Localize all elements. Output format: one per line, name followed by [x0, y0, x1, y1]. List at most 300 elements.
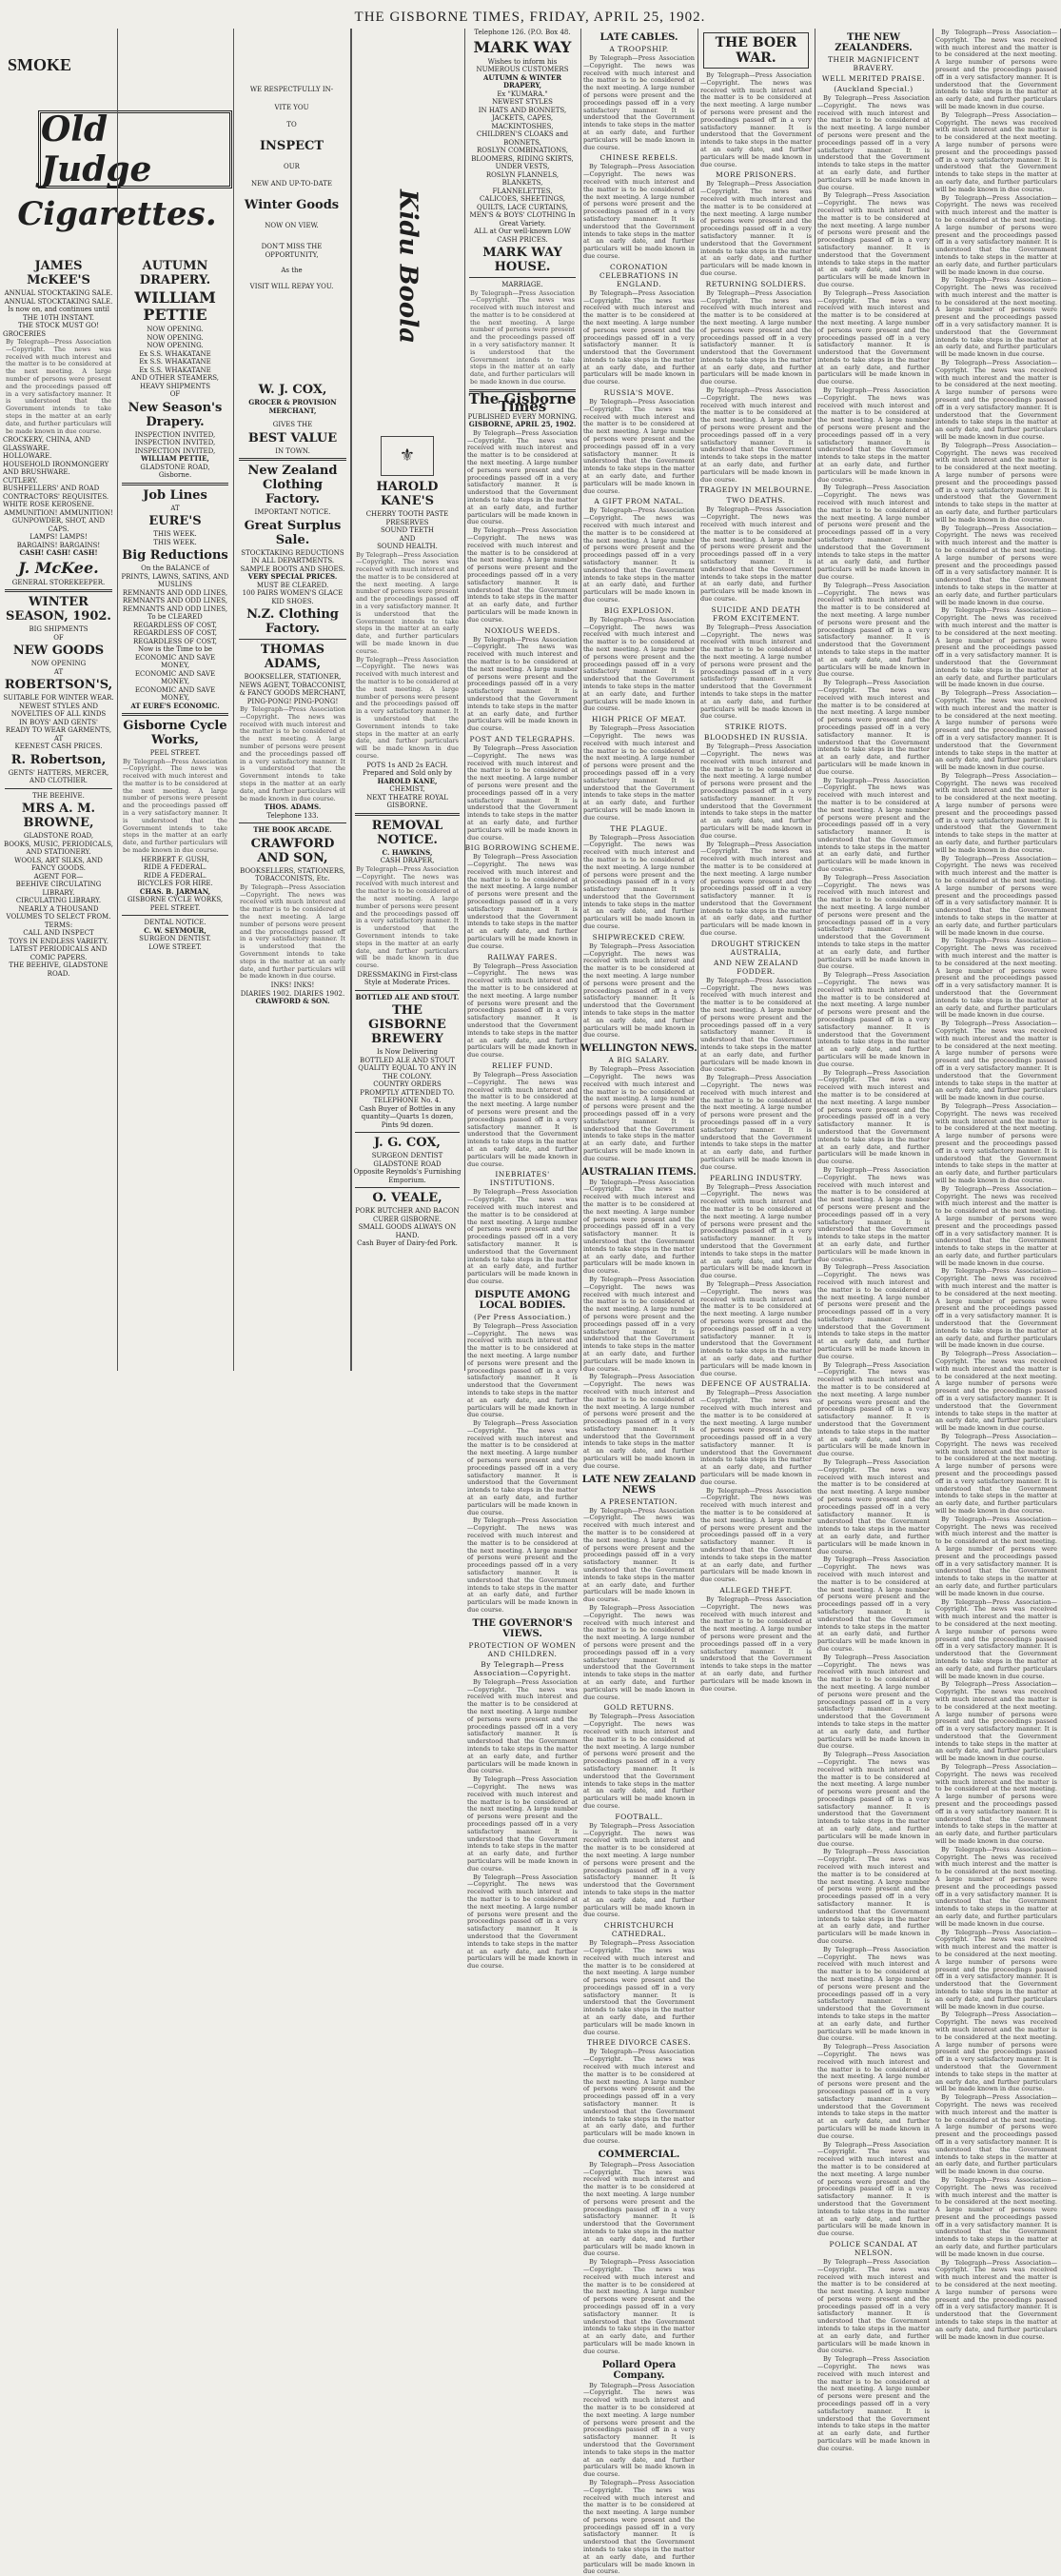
cox-intro: OUR	[284, 162, 300, 170]
cox-intro: NEW AND UP-TO-DATE	[250, 180, 333, 188]
filler-text: By Telegraph—Press Association—Copyright. The news was received with much interest and the matter is to be considered at the next meeting. A large number of persons were present and the proceedings passed off in a very satisfactory manner. It is understood that the Government intends to take steps in the matter at an early date, and further particulars will be made known in due course.	[583, 506, 695, 604]
filler-text: By Telegraph—Press Association—Copyright. The news was received with much interest and the matter is to be considered at the next meeting. A large number of persons were present and the proceedings passed off in a very satisfactory manner. It is understood that the Government intends to take steps in the matter at an early date, and further particulars will be made known in due course.	[700, 840, 812, 938]
filler-text: By Telegraph—Press Association—Copyright. The news was received with much interest and the matter is to be considered at the next meeting. A large number of persons were present and the proceedings passed off in a very satisfactory manner. It is understood that the Government intends to take steps in the matter at an early date, and further particulars will be made known in due course.	[700, 1486, 812, 1584]
article-head: A GIFT FROM NATAL.	[594, 497, 684, 506]
beehive-title: THE BEEHIVE.	[32, 791, 85, 800]
sample-boots: SAMPLE BOOTS AND SHOES.	[240, 565, 345, 573]
mckee-line: THE 10TH INSTANT.	[22, 313, 95, 322]
filler-text: By Telegraph—Press Association—Copyright. The news was received with much interest and the matter is to be considered at the next meeting. A large number of persons were present and the proceedings passed off in a very satisfactory manner. It is understood that the Government intends to take steps in the matter at an early date, and further particulars will be made known in due course.	[467, 1873, 578, 1971]
cleared-label: To be CLEARED	[147, 613, 203, 621]
article-head: DROUGHT STRICKEN AUSTRALIA,	[711, 939, 801, 957]
filler-text: By Telegraph—Press Association—Copyright. The news was received with much interest and the matter is to be considered at the next meeting. A large number of persons were present and the proceedings passed off in a very satisfactory manner. It is understood that the Government intends to take steps in the matter at an early date, and further particulars will be made known in due course.	[583, 833, 695, 931]
pettie-line: NOW OPENING.	[147, 326, 204, 333]
remnants-line: REMNANTS AND ODD LINES,	[122, 597, 228, 604]
balance-label: On the BALANCE of	[141, 565, 209, 572]
ride-federal: RIDE A FEDERAL.	[143, 871, 207, 880]
column-8	[815, 29, 933, 2452]
filler-text: By Telegraph—Press Association—Copyright. The news was received with much interest and the matter is to be considered at the next meeting. A large number of persons were present and the proceedings passed off in a very satisfactory manner. It is understood that the Government intends to take steps in the matter at an early date, and further particulars will be made known in due course.	[817, 873, 930, 971]
filler-text: By Telegraph—Press Association—Copyright. The news was received with much interest and the matter is to be considered at the next meeting. A large number of persons were present and the proceedings passed off in a very satisfactory manner. It is understood that the Government intends to take steps in the matter at an early date, and further particulars will be made known in due course.	[467, 1188, 578, 1285]
pettie-line: OF	[169, 390, 181, 398]
preserves: SOUND TEETH	[380, 526, 435, 534]
article-head: POST AND TELEGRAPHS.	[469, 734, 576, 743]
economic-line: ECONOMIC AND SAVE MONEY,	[134, 653, 216, 669]
filler-text: By Telegraph—Press Association—Copyright. The news was received with much interest and the matter is to be considered at the next meeting. A large number of persons were present and the proceedings passed off in a very satisfactory manner. It is understood that the Government intends to take steps in the matter at an early date, and further particulars will be made known in due course.	[935, 2175, 1057, 2258]
new-season-drapery: New Season's Drapery.	[128, 400, 223, 429]
column-3-lower	[233, 29, 352, 1371]
filler-text: By Telegraph—Press Association—Copyright. The news was received with much interest and the matter is to be considered at the next meeting. A large number of persons were present and the proceedings passed off in a very satisfactory manner. It is understood that the Government intends to take steps in the matter at an early date, and further particulars will be made known in due course.	[467, 526, 578, 624]
article-head: PEARLING INDUSTRY.	[709, 1173, 803, 1182]
cigarettes-text: Cigarettes.	[17, 195, 217, 233]
filler-text: By Telegraph—Press Association—Copyright. The news was received with much interest and the matter is to be considered at the next meeting. A large number of persons were present and the proceedings passed off in a very satisfactory manner. It is understood that the Government intends to take steps in the matter at an early date, and further particulars will be made known in due course.	[583, 1275, 695, 1373]
article-head: A BIG SALARY.	[608, 1056, 670, 1065]
bicycles-hire: BICYCLES FOR HIRE.	[137, 880, 213, 888]
gives-the: GIVES THE	[272, 421, 313, 428]
article-head: STRIKE RIOTS.	[724, 723, 788, 732]
filler-text: By Telegraph—Press Association—Copyright. The news was received with much interest and the matter is to be considered at the next meeting. A large number of persons were present and the proceedings passed off in a very satisfactory manner. It is understood that the Government intends to take steps in the matter at an early date, and further particulars will be made known in due course.	[935, 1680, 1057, 1763]
article-head: CORONATION CELEBRATIONS IN ENGLAND.	[599, 262, 679, 288]
adams-telephone: Telephone 133.	[266, 811, 319, 820]
beehive-line: WOOLS, ART SILKS, AND FANCY GOODS.	[14, 856, 103, 873]
mckee-line: AMMUNITION! AMMUNITION!	[4, 508, 113, 517]
filler-text: By Telegraph—Press Association—Copyright. The news was received with much interest and the matter is to be considered at the next meeting. A large number of persons were present and the proceedings passed off in a very satisfactory manner. It is understood that the Government intends to take steps in the matter at an early date, and further particulars will be made known in due course.	[935, 1350, 1057, 1433]
column-8-articles	[815, 32, 933, 2453]
lowe-street: LOWE STREET.	[148, 942, 202, 951]
mw-item: CALICOES, SHEETINGS, QUILTS, LACE CURTAINS,	[477, 195, 568, 211]
filler-text: By Telegraph—Press Association—Copyright. The news was received with much interest and the matter is to be considered at the next meeting. A large number of persons were present and the proceedings passed off in a very satisfactory manner. It is understood that the Government intends to take steps in the matter at an early date, and further particulars will be made known in due course.	[356, 864, 459, 970]
beehive-name: MRS A. M. BROWNE,	[21, 802, 96, 831]
filler-text: By Telegraph—Press Association—Copyright. The news was received with much interest and the matter is to be considered at the next meeting. A large number of persons were present and the proceedings passed off in a very satisfactory manner. It is understood that the Government intends to take steps in the matter at an early date, and further particulars will be made known in due course.	[467, 961, 578, 1060]
mckee-ad	[0, 257, 117, 978]
crest-icon: ⚜	[381, 436, 434, 476]
article-title: LATE CABLES.	[599, 32, 678, 43]
article-head: TRAGEDY IN MELBOURNE.	[698, 485, 814, 495]
mckee-line: CUTLERY.	[3, 476, 38, 485]
mckee-line: ANNUAL STOCKTAKING SALE.	[4, 289, 113, 297]
filler-text: By Telegraph—Press Association—Copyright. The news was received with much interest and the matter is to be considered at the next meeting. A large number of persons were present and the proceedings passed off in a very satisfactory manner. It is understood that the Government intends to take steps in the matter at an early date, and further particulars will be made known in due course.	[935, 937, 1057, 1020]
article-head: NOXIOUS WEEDS.	[484, 625, 560, 635]
mckee-line: CROCKERY, CHINA, AND GLASSWARE.	[3, 436, 90, 452]
crawford-sub: BOOKSELLERS, STATIONERS, TOBACCONISTS, Etc.	[240, 866, 345, 883]
beehive-line: BOOKS, MUSIC, PERIODICALS, AND STATIONERY.	[4, 840, 113, 857]
article-head: A PRESENTATION.	[600, 1496, 678, 1506]
nz-clothing-factory-2: N.Z. Clothing Factory.	[246, 607, 339, 636]
wishes: Wishes to inform his NUMEROUS CUSTOMERS	[476, 57, 569, 73]
filler-text: By Telegraph—Press Association—Copyright. The news was received with much interest and the matter is to be considered at the next meeting. A large number of persons were present and the proceedings passed off in a very satisfactory manner. It is understood that the Government intends to take steps in the matter at an early date, and further particulars will be made known in due course.	[700, 1279, 812, 1377]
filler-text: By Telegraph—Press Association—Copyright. The news was received with much interest and the matter is to be considered at the next meeting. A large number of persons were present and the proceedings passed off in a very satisfactory manner. It is understood that the Government intends to take steps in the matter at an early date, and further particulars will be made known in due course.	[700, 623, 812, 721]
column-5-articles	[464, 430, 580, 1971]
mckee-line: LAMPS! LAMPS!	[29, 533, 88, 542]
masthead	[0, 0, 1060, 29]
removal-notice: REMOVAL NOTICE.	[371, 818, 443, 847]
markway-house: MARK WAY HOUSE.	[482, 246, 562, 274]
dressmaking: DRESSMAKING in First-class Style at Moderate Prices.	[357, 970, 458, 987]
robertson-name: ROBERTSON'S,	[4, 678, 113, 693]
article-head: CHRISTCHURCH CATHEDRAL.	[603, 1921, 675, 1939]
mckee-line: ANNUAL STOCKTAKING SALE.	[4, 297, 113, 306]
pettie-line: Ex S.S. WHAKATANE	[139, 349, 211, 358]
filler-text: By Telegraph—Press Association—Copyright. The news was received with much interest and the matter is to be considered at the next meeting. A large number of persons were present and the proceedings passed off in a very satisfactory manner. It is understood that the Government intends to take steps in the matter at an early date, and further particulars will be made known in due course.	[583, 1065, 695, 1162]
veale-cash: Cash Buyer of Dairy-fed Pork.	[357, 1239, 458, 1248]
filler-text: By Telegraph—Press Association—Copyright. The news was received with much interest and the matter is to be considered at the next meeting. A large number of persons were present and the proceedings passed off in a very satisfactory manner. It is understood that the Government intends to take steps in the matter at an early date, and further particulars will be made known in due course.	[935, 524, 1057, 606]
filler-text: By Telegraph—Press Association—Copyright. The news was received with much interest and the matter is to be considered at the next meeting. A large number of persons were present and the proceedings passed off in a very satisfactory manner. It is understood that the Government intends to take steps in the matter at an early date, and further particulars will be made known in due course.	[356, 655, 459, 761]
filler-text: By Telegraph—Press Association—Copyright. The news was received with much interest and the matter is to be considered at the next meeting. A large number of persons were present and the proceedings passed off in a very satisfactory manner. It is understood that the Government intends to take steps in the matter at an early date, and further particulars will be made known in due course.	[935, 1433, 1057, 1515]
column-6-articles	[580, 32, 698, 2576]
remnants-line: REMNANTS AND ODD LINES,	[122, 604, 228, 613]
markway-title: MARK WAY	[473, 37, 572, 56]
cox-name: W. J. COX,	[258, 383, 327, 397]
filler-text: By Telegraph—Press Association—Copyright. The news was received with much interest and the matter is to be considered at the next meeting. A large number of persons were present and the proceedings passed off in a very satisfactory manner. It is understood that the Government intends to take steps in the matter at an early date, and further particulars will be made known in due course.	[817, 1556, 930, 1653]
robertson-line: NOW OPENING	[30, 660, 87, 668]
filler-text: By Telegraph—Press Association—Copyright. The news was received with much interest and the matter is to be considered at the next meeting. A large number of persons were present and the proceedings passed off in a very satisfactory manner. It is understood that the Government intends to take steps in the matter at an early date, and further particulars will be made known in due course.	[935, 29, 1057, 110]
filler-text: By Telegraph—Press Association—Copyright. The news was received with much interest and the matter is to be considered at the next meeting. A large number of persons were present and the proceedings passed off in a very satisfactory manner. It is understood that the Government intends to take steps in the matter at an early date, and further particulars will be made known in due course.	[700, 1074, 812, 1171]
pettie-line: NOW OPENING.	[147, 342, 204, 349]
pettie-line: AND OTHER STEAMERS,	[130, 374, 220, 382]
inspection-line: INSPECTION INVITED,	[134, 446, 216, 455]
filler-text: By Telegraph—Press Association—Copyright. The news was received with much interest and the matter is to be considered at the next meeting. A large number of persons were present and the proceedings passed off in a very satisfactory manner. It is understood that the Government intends to take steps in the matter at an early date, and further particulars will be made known in due course.	[470, 288, 575, 386]
beehive-line: THE BEEHIVE, GLADSTONE ROAD.	[9, 961, 108, 978]
peel-street: PEEL STREET.	[149, 749, 201, 757]
article-head: (Auckland Special.)	[834, 85, 914, 93]
filler-text: By Telegraph—Press Association—Copyright. The news was received with much interest and the matter is to be considered at the next meeting. A large number of persons were present and the proceedings passed off in a very satisfactory manner. It is understood that the Government intends to take steps in the matter at an early date, and further particulars will be made known in due course.	[583, 1939, 695, 2036]
seymour-sub: SURGEON DENTIST.	[139, 935, 211, 943]
mckee-line: Is now on, and continues until	[7, 306, 110, 313]
jcox-name: J. G. COX,	[374, 1136, 441, 1151]
robertson-signature: R. Robertson,	[10, 752, 107, 767]
beehive-line: NEARLY A THOUSAND VOLUMES TO SELECT FROM.	[6, 904, 111, 921]
filler-text: By Telegraph—Press Association—Copyright. The news was received with much interest and the matter is to be considered at the next meeting. A large number of persons were present and the proceedings passed off in a very satisfactory manner. It is understood that the Government intends to take steps in the matter at an early date, and further particulars will be made known in due course.	[817, 1068, 930, 1166]
filler-text: By Telegraph—Press Association—Copyright. The news was received with much interest and the matter is to be considered at the next meeting. A large number of persons were present and the proceedings passed off in a very satisfactory manner. It is understood that the Government intends to take steps in the matter at an early date, and further particulars will be made known in due course.	[467, 1516, 578, 1615]
chemist: CHEMIST,	[389, 785, 425, 794]
as-the: As the	[281, 267, 303, 274]
pettie-line: Ex S.S. WHAKATANE	[139, 358, 211, 366]
filler-text: By Telegraph—Press Association—Copyright. The news was received with much interest and the matter is to be considered at the next meeting. A large number of persons were present and the proceedings passed off in a very satisfactory manner. It is understood that the Government intends to take steps in the matter at an early date, and further particulars will be made known in due course.	[935, 2011, 1057, 2093]
jarman-address: GISBORNE CYCLE WORKS, PEEL STREET.	[127, 896, 224, 912]
old-judge-text: Old Judge	[41, 109, 152, 189]
article-head: DEFENCE OF AUSTRALIA.	[700, 1379, 812, 1389]
article-head: ALLEGED THEFT.	[719, 1586, 793, 1595]
date-line: GISBORNE, APRIL 25, 1902.	[468, 420, 577, 429]
filler-text: By Telegraph—Press Association—Copyright. The news was received with much interest and the matter is to be considered at the next meeting. A large number of persons were present and the proceedings passed off in a very satisfactory manner. It is understood that the Government intends to take steps in the matter at an early date, and further particulars will be made known in due course.	[700, 386, 812, 484]
pettie-line: HEAVY SHIPMENTS	[139, 382, 211, 390]
beehive-line: LATEST PERIODICALS AND COMIC PAPERS.	[10, 945, 108, 961]
article-head: RELIEF FUND.	[491, 1061, 554, 1071]
mw-item: ROSLYN FLANNELS, BLANKETS,	[485, 170, 560, 187]
country-orders: COUNTRY ORDERS PROMPTLY ATTENDED TO.	[360, 1080, 455, 1097]
book-arcade: THE BOOK ARCADE.	[253, 825, 332, 835]
article-head: BLOODSHED IN RUSSIA.	[703, 733, 809, 743]
veale-more: SMALL GOODS ALWAYS ON HAND.	[358, 1223, 457, 1239]
cycle-name: HERBERT F. GUSH,	[141, 855, 209, 863]
filler-text: By Telegraph—Press Association—Copyright. The news was received with much interest and the matter is to be considered at the next meeting. A large number of persons were present and the proceedings passed off in a very satisfactory manner. It is understood that the Government intends to take steps in the matter at an early date, and further particulars will be made known in due course.	[817, 2355, 930, 2452]
filler-text: By Telegraph—Press Association—Copyright. The news was received with much interest and the matter is to be considered at the next meeting. A large number of persons were present and the proceedings passed off in a very satisfactory manner. It is understood that the Government intends to take steps in the matter at an early date, and further particulars will be made known in due course.	[583, 615, 695, 713]
best-value: BEST VALUE	[247, 430, 338, 446]
quality: QUALITY EQUAL TO ANY IN THE COLONY.	[358, 1064, 457, 1080]
veale-name: O. VEALE,	[372, 1191, 442, 1206]
filler-text: By Telegraph—Press Association—Copyright. The news was received with much interest and the matter is to be considered at the next meeting. A large number of persons were present and the proceedings passed off in a very satisfactory manner. It is understood that the Government intends to take steps in the matter at an early date, and further particulars will be made known in due course.	[935, 1515, 1057, 1597]
filler-text: By Telegraph—Press Association—Copyright. The news was received with much interest and the matter is to be considered at the next meeting. A large number of persons were present and the proceedings passed off in a very satisfactory manner. It is understood that the Government intends to take steps in the matter at an early date, and further particulars will be made known in due course.	[817, 679, 930, 776]
gladstone-road: GLADSTONE ROAD	[373, 1159, 442, 1168]
autumn-winter: AUTUMN & WINTER DRAPERY,	[482, 72, 562, 89]
vertical-brand: Kidu Boola	[393, 189, 422, 344]
beehive-addr: GLADSTONE ROAD,	[23, 832, 94, 841]
eures-name: EURE'S	[148, 514, 202, 528]
seymour-name: C. W. SEYMOUR,	[144, 925, 206, 935]
robertson-sub: GENTS' HATTERS, MERCER, AND CLOTHIER.	[8, 768, 109, 785]
inspection-line: INSPECTION INVITED,	[134, 439, 216, 446]
article-head: WELL MERITED PRAISE.	[821, 74, 926, 83]
pettie-line: Ex S.S. WHAKATANE	[139, 366, 211, 374]
filler-text: By Telegraph—Press Association—Copyright. The news was received with much interest and the matter is to be considered at the next meeting. A large number of persons were present and the proceedings passed off in a very satisfactory manner. It is understood that the Government intends to take steps in the matter at an early date, and further particulars will be made known in due course.	[817, 288, 930, 386]
article-title: WELLINGTON NEWS.	[580, 1043, 698, 1055]
prepared: Prepared and Sold only by	[363, 769, 452, 778]
dont-miss: DON'T MISS THE OPPORTUNITY,	[261, 243, 323, 259]
column-7	[698, 29, 815, 1693]
filler-text: By Telegraph—Press Association—Copyright. The news was received with much interest and the matter is to be considered at the next meeting. A large number of persons were present and the proceedings passed off in a very satisfactory manner. It is understood that the Government intends to take steps in the matter at an early date, and further particulars will be made known in due course.	[583, 2258, 695, 2355]
article-head: THEIR MAGNIFICENT BRAVERY.	[827, 55, 920, 72]
robertson-line: AT	[53, 667, 64, 676]
filler-text: By Telegraph—Press Association—Copyright. The news was received with much interest and the matter is to be considered at the next meeting. A large number of persons were present and the proceedings passed off in a very satisfactory manner. It is understood that the Government intends to take steps in the matter at an early date, and further particulars will be made known in due course.	[817, 2257, 930, 2355]
filler-text: By Telegraph—Press Association—Copyright. The news was received with much interest and the matter is to be considered at the next meeting. A large number of persons were present and the proceedings passed off in a very satisfactory manner. It is understood that the Government intends to take steps in the matter at an early date, and further particulars will be made known in due course.	[817, 386, 930, 484]
filler-text: By Telegraph—Press Association—Copyright. The news was received with much interest and the matter is to be considered at the next meeting. A large number of persons were present and the proceedings passed off in a very satisfactory manner. It is understood that the Government intends to take steps in the matter at an early date, and further particulars will be made known in due course.	[817, 1653, 930, 1751]
inspection-line: INSPECTION INVITED,	[134, 430, 216, 439]
article-head: THREE DIVORCE CASES.	[586, 2038, 692, 2048]
article-head: SUICIDE AND DEATH FROM EXCITEMENT.	[711, 604, 801, 623]
crawford-signature: CRAWFORD & SON.	[255, 997, 330, 1006]
cox-intro: INSPECT	[259, 138, 324, 153]
beehive-line: CIRCULATING LIBRARY.	[15, 897, 102, 905]
preserves: SOUND HEALTH.	[377, 543, 438, 550]
in-town: IN TOWN.	[275, 446, 310, 455]
bottled-ale-2: BOTTLED ALE AND STOUT	[360, 1056, 455, 1064]
article-head: RUSSIA'S MOVE.	[603, 388, 675, 398]
column-9-articles	[933, 30, 1060, 2341]
mckee-line: HOUSEHOLD IRONMONGERY AND BRUSHWARE.	[3, 460, 109, 477]
byline: By Telegraph—Press Association—Copyright.	[473, 1659, 572, 1677]
article-head: BIG EXPLOSION.	[603, 605, 675, 615]
great-surplus-sale: Great Surplus Sale.	[244, 518, 342, 547]
surgeon-dentist: SURGEON DENTIST	[371, 1152, 443, 1160]
article-title: THE BOER WAR.	[703, 32, 809, 69]
markway-ad	[464, 29, 580, 429]
mw-item: IN HATS AND BONNETS,	[478, 106, 567, 114]
beehive-line: CALL AND INSPECT	[23, 929, 94, 938]
filler-text: By Telegraph—Press Association—Copyright. The news was received with much interest and the matter is to be considered at the next meeting. A large number of persons were present and the proceedings passed off in a very satisfactory manner. It is understood that the Government intends to take steps in the matter at an early date, and further particulars will be made known in due course.	[356, 550, 459, 655]
beehive-line: AGENT FOR—	[33, 872, 84, 881]
filler-text: By Telegraph—Press Association—Copyright. The news was received with much interest and the matter is to be considered at the next meeting. A large number of persons were present and the proceedings passed off in a very satisfactory manner. It is understood that the Government intends to take steps in the matter at an early date, and further particulars will be made known in due course.	[123, 757, 227, 855]
column-2	[117, 29, 234, 1371]
diaries: DIARIES 1902. DIARIES 1902.	[240, 989, 345, 998]
filler-text: By Telegraph—Press Association—Copyright. The news was received with much interest and the matter is to be considered at the next meeting. A large number of persons were present and the proceedings passed off in a very satisfactory manner. It is understood that the Government intends to take steps in the matter at an early date, and further particulars will be made known in due course.	[583, 941, 695, 1040]
cox-sub: GROCER & PROVISION MERCHANT,	[248, 398, 337, 415]
filler-text: By Telegraph—Press Association—Copyright. The news was received with much interest and the matter is to be considered at the next meeting. A large number of persons were present and the proceedings passed off in a very satisfactory manner. It is understood that the Government intends to take steps in the matter at an early date, and further particulars will be made known in due course.	[700, 180, 812, 277]
filler-text: By Telegraph—Press Association—Copyright. The news was received with much interest and the matter is to be considered at the next meeting. A large number of persons were present and the proceedings passed off in a very satisfactory manner. It is understood that the Government intends to take steps in the matter at an early date, and further particulars will be made known in due course.	[935, 110, 1057, 193]
mckee-line: GUNPOWDER, SHOT, AND CAPS.	[11, 517, 106, 533]
telephone-4: TELEPHONE No. 4.	[373, 1097, 442, 1105]
article-title: Pollard Opera Company.	[601, 2359, 677, 2381]
article-head: RAILWAY FARES.	[487, 952, 558, 961]
filler-text: By Telegraph—Press Association—Copyright. The news was received with much interest and the matter is to be considered at the next meeting. A large number of persons were present and the proceedings passed off in a very satisfactory manner. It is understood that the Government intends to take steps in the matter at an early date, and further particulars will be made known in due course.	[700, 1182, 812, 1280]
filler-text: By Telegraph—Press Association—Copyright. The news was received with much interest and the matter is to be considered at the next meeting. A large number of persons were present and the proceedings passed off in a very satisfactory manner. It is understood that the Government intends to take steps in the matter at an early date, and further particulars will be made known in due course.	[817, 1458, 930, 1556]
beehive-line: TERMS:	[44, 921, 73, 929]
now-time: Now is the Time to be	[137, 645, 213, 653]
beehive-line: TOYS IN ENDLESS VARIETY.	[9, 937, 108, 945]
filler-text: By Telegraph—Press Association—Copyright. The news was received with much interest and the matter is to be considered at the next meeting. A large number of persons were present and the proceedings passed off in a very satisfactory manner. It is understood that the Government intends to take steps in the matter at an early date, and further particulars will be made known in due course.	[935, 1020, 1057, 1102]
filler-text: By Telegraph—Press Association—Copyright. The news was received with much interest and the matter is to be considered at the next meeting. A large number of persons were present and the proceedings passed off in a very satisfactory manner. It is understood that the Government intends to take steps in the matter at an early date, and further particulars will be made known in due course.	[583, 54, 695, 151]
pettie-signature: WILLIAM PETTIE,	[141, 454, 209, 463]
at-label: AT	[170, 504, 180, 512]
article-head: MORE PRISONERS.	[716, 170, 796, 180]
article-head: AND NEW ZEALAND FODDER.	[713, 958, 799, 976]
article-title: COMMERCIAL.	[598, 2149, 680, 2160]
cox-intro: WE RESPECTFULLY IN-	[249, 86, 334, 93]
filler-text: By Telegraph—Press Association—Copyright. The news was received with much interest and the matter is to be considered at the next meeting. A large number of persons were present and the proceedings passed off in a very satisfactory manner. It is understood that the Government intends to take steps in the matter at an early date, and further particulars will be made known in due course.	[817, 1751, 930, 1848]
inks: INKS! INKS!	[270, 981, 315, 990]
hawkins-sub: CASH DRAPER,	[380, 857, 435, 865]
veale-sub: PORK BUTCHER AND BACON CURER GISBORNE.	[355, 1207, 460, 1223]
robertson-more: READY TO WEAR GARMENTS, AT	[5, 726, 112, 743]
regardless-line: REGARDLESS OF COST,	[133, 637, 217, 645]
regardless-line: REGARDLESS OF COST,	[133, 629, 217, 637]
filler-text: By Telegraph—Press Association—Copyright. The news was received with much interest and the matter is to be considered at the next meeting. A large number of persons were present and the proceedings passed off in a very satisfactory manner. It is understood that the Government intends to take steps in the matter at an early date, and further particulars will be made known in due course.	[583, 2048, 695, 2146]
mw-item: MEN'S & BOYS' CLOTHING In Great Variety.	[469, 211, 576, 228]
this-week: THIS WEEK.	[153, 538, 197, 546]
filler-text: By Telegraph—Press Association—Copyright. The news was received with much interest and the matter is to be considered at the next meeting. A large number of persons were present and the proceedings passed off in a very satisfactory manner. It is understood that the Government intends to take steps in the matter at an early date, and further particulars will be made known in due course.	[935, 2258, 1057, 2341]
robertson-more: KEENEST CASH PRICES.	[14, 743, 103, 751]
filler-text: By Telegraph—Press Association—Copyright. The news was received with much interest and the matter is to be considered at the next meeting. A large number of persons were present and the proceedings passed off in a very satisfactory manner. It is understood that the Government intends to take steps in the matter at an early date, and further particulars will be made known in due course.	[817, 94, 930, 191]
robertson-line: BIG SHIPMENTS	[29, 625, 88, 634]
remnants-line: REMNANTS AND ODD LINES,	[122, 588, 228, 597]
mckee-line: THE STOCK MUST GO!	[17, 322, 100, 329]
next-theatre: NEXT THEATRE ROYAL GISBORNE.	[366, 793, 448, 810]
hawkins-name: C. HAWKINS,	[382, 847, 433, 857]
column-6	[580, 29, 698, 2576]
mckee-sub: GENERAL STOREKEEPER.	[11, 578, 106, 586]
filler-text: By Telegraph—Press Association—Copyright. The news was received with much interest and the matter is to be considered at the next meeting. A large number of persons were present and the proceedings passed off in a very satisfactory manner. It is understood that the Government intends to take steps in the matter at an early date, and further particulars will be made known in due course.	[583, 1373, 695, 1470]
kane-ad	[350, 105, 464, 1248]
column-9	[933, 29, 1061, 2341]
filler-text: By Telegraph—Press Association—Copyright. The news was received with much interest and the matter is to be considered at the next meeting. A large number of persons were present and the proceedings passed off in a very satisfactory manner. It is understood that the Government intends to take steps in the matter at an early date, and further particulars will be made known in due course.	[817, 2140, 930, 2238]
preserves: PRESERVES	[385, 518, 429, 526]
filler-text: By Telegraph—Press Association—Copyright. The news was received with much interest and the matter is to be considered at the next meeting. A large number of persons were present and the proceedings passed off in a very satisfactory manner. It is understood that the Government intends to take steps in the matter at an early date, and further particulars will be made known in due course.	[935, 359, 1057, 442]
filler-text: By Telegraph—Press Association—Copyright. The news was received with much interest and the matter is to be considered at the next meeting. A large number of persons were present and the proceedings passed off in a very satisfactory manner. It is understood that the Government intends to take steps in the matter at an early date, and further particulars will be made known in due course.	[700, 976, 812, 1074]
regardless-line: REGARDLESS OF COST,	[133, 621, 217, 629]
now-on-view: NOW ON VIEW.	[265, 221, 319, 229]
filler-text: By Telegraph—Press Association—Copyright. The news was received with much interest and the matter is to be considered at the next meeting. A large number of persons were present and the proceedings passed off in a very satisfactory manner. It is understood that the Government intends to take steps in the matter at an early date, and further particulars will be made known in due course.	[817, 581, 930, 679]
must-be-cleared: MUST BE CLEARED.	[256, 581, 329, 589]
filler-text: By Telegraph—Press Association—Copyright. The news was received with much interest and the matter is to be considered at the next meeting. A large number of persons were present and the proceedings passed off in a very satisfactory manner. It is understood that the Government intends to take steps in the matter at an early date, and further particulars will be made known in due course.	[467, 428, 578, 526]
adams-name: THOMAS ADAMS,	[260, 643, 325, 671]
kane-name: HAROLD KANE,	[377, 776, 438, 785]
mw-item: NEWEST STYLES	[492, 98, 553, 106]
article-head: A TROOPSHIP.	[609, 45, 669, 53]
preserves: AND	[399, 534, 416, 543]
article-title: THE GOVERNOR'S VIEWS.	[472, 1617, 573, 1639]
opposite: Opposite Reynolds's Furnishing Emporium.	[353, 1168, 462, 1184]
cox-merchant-ad	[234, 381, 351, 1006]
article-head: HIGH PRICE OF MEAT.	[591, 715, 687, 724]
masthead-title: THE GISBORNE TIMES, FRIDAY, APRIL 25, 1902.	[354, 10, 706, 25]
article-head: RETURNING SOLDIERS.	[705, 279, 807, 288]
filler-text: By Telegraph—Press Association—Copyright. The news was received with much interest and the matter is to be considered at the next meeting. A large number of persons were present and the proceedings passed off in a very satisfactory manner. It is understood that the Government intends to take steps in the matter at an early date, and further particulars will be made known in due course.	[700, 743, 812, 840]
filler-text: By Telegraph—Press Association—Copyright. The news was received with much interest and the matter is to be considered at the next meeting. A large number of persons were present and the proceedings passed off in a very satisfactory manner. It is understood that the Government intends to take steps in the matter at an early date, and further particulars will be made known in due course.	[467, 1419, 578, 1516]
dental-notice: DENTAL NOTICE.	[144, 919, 206, 927]
filler-text: By Telegraph—Press Association—Copyright. The news was received with much interest and the matter is to be considered at the next meeting. A large number of persons were present and the proceedings passed off in a very satisfactory manner. It is understood that the Government intends to take steps in the matter at an early date, and further particulars will be made known in due course.	[935, 276, 1057, 359]
filler-text: By Telegraph—Press Association—Copyright. The news was received with much interest and the matter is to be considered at the next meeting. A large number of persons were present and the proceedings passed off in a very satisfactory manner. It is understood that the Government intends to take steps in the matter at an early date, and further particulars will be made known in due course.	[467, 853, 578, 950]
filler-text: By Telegraph—Press Association—Copyright. The news was received with much interest and the matter is to be considered at the next meeting. A large number of persons were present and the proceedings passed off in a very satisfactory manner. It is understood that the Government intends to take steps in the matter at an early date, and further particulars will be made known in due course.	[467, 1775, 578, 1873]
adams-sub: BOOKSELLER, STATIONER, NEWS AGENT, TOBACCONIST, & FANCY GOODS MERCHANT,	[239, 673, 346, 697]
column-4	[350, 29, 465, 1371]
big-reductions: Big Reductions	[122, 548, 228, 563]
beehive-line: BEEHIVE CIRCULATING LIBRARY.	[15, 881, 102, 897]
mw-item: ALL at Our well-known LOW CASH PRICES.	[474, 228, 571, 244]
mw-item: FLANNELETTES,	[492, 187, 553, 195]
cherry-paste: CHERRY TOOTH PASTE	[365, 510, 449, 518]
filler-text: By Telegraph—Press Association—Copyright. The news was received with much interest and the matter is to be considered at the next meeting. A large number of persons were present and the proceedings passed off in a very satisfactory manner. It is understood that the Government intends to take steps in the matter at an early date, and further particulars will be made known in due course.	[935, 2093, 1057, 2176]
filler-text: By Telegraph—Press Association—Copyright. The news was received with much interest and the matter is to be considered at the next meeting. A large number of persons were present and the proceedings passed off in a very satisfactory manner. It is understood that the Government intends to take steps in the matter at an early date, and further particulars will be made known in due course.	[935, 1267, 1057, 1350]
filler-text: By Telegraph—Press Association—Copyright. The news was received with much interest and the matter is to be considered at the next meeting. A large number of persons were present and the proceedings passed off in a very satisfactory manner. It is understood that the Government intends to take steps in the matter at an early date, and further particulars will be made known in due course.	[583, 163, 695, 260]
mckee-line: HOLLOWARE.	[3, 452, 52, 461]
filler-text: By Telegraph—Press Association—Copyright. The news was received with much interest and the matter is to be considered at the next meeting. A large number of persons were present and the proceedings passed off in a very satisfactory manner. It is understood that the Government intends to take steps in the matter at an early date, and further particulars will be made known in due course.	[817, 1360, 930, 1458]
filler-text: By Telegraph—Press Association—Copyright. The news was received with much interest and the matter is to be considered at the next meeting. A large number of persons were present and the proceedings passed off in a very satisfactory manner. It is understood that the Government intends to take steps in the matter at an early date, and further particulars will be made known in due course.	[817, 1848, 930, 1946]
filler-text: By Telegraph—Press Association—Copyright. The news was received with much interest and the matter is to be considered at the next meeting. A large number of persons were present and the proceedings passed off in a very satisfactory manner. It is understood that the Government intends to take steps in the matter at an early date, and further particulars will be made known in due course.	[935, 1845, 1057, 1928]
filler-text: By Telegraph—Press Association—Copyright. The news was received with much interest and the matter is to be considered at the next meeting. A large number of persons were present and the proceedings passed off in a very satisfactory manner. It is understood that the Government intends to take steps in the matter at an early date, and further particulars will be made known in due course.	[700, 1389, 812, 1486]
mckee-line: GROCERIES	[3, 329, 47, 338]
filler-text: By Telegraph—Press Association—Copyright. The news was received with much interest and the matter is to be considered at the next meeting. A large number of persons were present and the proceedings passed off in a very satisfactory manner. It is understood that the Government intends to take steps in the matter at an early date, and further particulars will be made known in due course.	[583, 2160, 695, 2258]
times-title: The Gisborne Times	[468, 389, 577, 416]
job-lines: Job Lines	[143, 487, 207, 503]
mw-item: BLOOMERS, RIDING SKIRTS, UNDER VESTS,	[471, 154, 574, 170]
article-head: GOLD RETURNS.	[603, 1703, 675, 1713]
pettie-address: GLADSTONE ROAD,	[140, 463, 210, 471]
mw-item: CHILDREN'S CLOAKS and BONNETS,	[476, 130, 569, 147]
filler-text: By Telegraph—Press Association—Copyright. The news was received with much interest and the matter is to be considered at the next meeting. A large number of persons were present and the proceedings passed off in a very satisfactory manner. It is understood that the Government intends to take steps in the matter at an early date, and further particulars will be made known in due course.	[935, 771, 1057, 854]
pots: POTS 1s AND 2s EACH.	[366, 761, 448, 769]
column-7-articles	[698, 32, 815, 1693]
filler-text: By Telegraph—Press Association—Copyright. The news was received with much interest and the matter is to be considered at the next meeting. A large number of persons were present and the proceedings passed off in a very satisfactory manner. It is understood that the Government intends to take steps in the matter at an early date, and further particulars will be made known in due course.	[240, 882, 345, 981]
article-title: LATE NEW ZEALAND NEWS	[581, 1474, 697, 1496]
crawford-name: CRAWFORD AND SON,	[250, 836, 335, 865]
filler-text: By Telegraph—Press Association—Copyright. The news was received with much interest and the matter is to be considered at the next meeting. A large number of persons were present and the proceedings passed off in a very satisfactory manner. It is understood that the Government intends to take steps in the matter at an early date, and further particulars will be made known in due course.	[583, 288, 695, 386]
filler-text: By Telegraph—Press Association—Copyright. The news was received with much interest and the matter is to be considered at the next meeting. A large number of persons were present and the proceedings passed off in a very satisfactory manner. It is understood that the Government intends to take steps in the matter at an early date, and further particulars will be made known in due course.	[467, 1677, 578, 1775]
autumn-drapery-title: AUTUMN DRAPERY.	[139, 259, 211, 287]
mw-item: ROSLYN COMBINATIONS,	[476, 147, 568, 154]
prints-label: PRINTS, LAWNS, SATINS, AND MUSLINS	[121, 572, 229, 588]
important-notice: IMPORTANT NOTICE.	[254, 508, 331, 516]
filler-text: By Telegraph—Press Association—Copyright. The news was received with much interest and the matter is to be considered at the next meeting. A large number of persons were present and the proceedings passed off in a very satisfactory manner. It is understood that the Government intends to take steps in the matter at an early date, and further particulars will be made known in due course.	[935, 1101, 1057, 1184]
harold-kane: HAROLD KANE'S	[376, 480, 439, 508]
filler-text: By Telegraph—Press Association—Copyright. The news was received with much interest and the matter is to be considered at the next meeting. A large number of persons were present and the proceedings passed off in a very satisfactory manner. It is understood that the Government intends to take steps in the matter at an early date, and further particulars will be made known in due course.	[583, 398, 695, 495]
filler-text: By Telegraph—Press Association—Copyright. The news was received with much interest and the matter is to be considered at the next meeting. A large number of persons were present and the proceedings passed off in a very satisfactory manner. It is understood that the Government intends to take steps in the matter at an early date, and further particulars will be made known in due course.	[817, 971, 930, 1068]
filler-text: By Telegraph—Press Association—Copyright. The news was received with much interest and the matter is to be considered at the next meeting. A large number of persons were present and the proceedings passed off in a very satisfactory manner. It is understood that the Government intends to take steps in the matter at an early date, and further particulars will be made known in due course.	[583, 1506, 695, 1604]
filler-text: By Telegraph—Press Association—Copyright. The news was received with much interest and the matter is to be considered at the next meeting. A large number of persons were present and the proceedings passed off in a very satisfactory manner. It is understood that the Government intends to take steps in the matter at an early date, and further particulars will be made known in due course.	[935, 1928, 1057, 2011]
robertson-more: NEWEST STYLES AND NOVELTIES OF ALL KINDS	[10, 702, 107, 719]
article-title: AUSTRALIAN ITEMS.	[581, 1166, 697, 1178]
filler-text: By Telegraph—Press Association—Copyright. The news was received with much interest and the matter is to be considered at the next meeting. A large number of persons were present and the proceedings passed off in a very satisfactory manner. It is understood that the Government intends to take steps in the matter at an early date, and further particulars will be made known in due course.	[700, 1595, 812, 1693]
published: PUBLISHED EVERY MORNING.	[467, 412, 578, 421]
robertson-more: SUITABLE FOR WINTER WEAR.	[3, 694, 114, 703]
filler-text: By Telegraph—Press Association—Copyright. The news was received with much interest and the matter is to be considered at the next meeting. A large number of persons were present and the proceedings passed off in a very satisfactory manner. It is understood that the Government intends to take steps in the matter at an early date, and further particulars will be made known in due course.	[583, 2381, 695, 2479]
article-title: THE NEW ZEALANDERS.	[835, 32, 913, 53]
article-head: SHIPWRECKED CREW.	[592, 932, 686, 941]
filler-text: By Telegraph—Press Association—Copyright. The news was received with much interest and the matter is to be considered at the next meeting. A large number of persons were present and the proceedings passed off in a very satisfactory manner. It is understood that the Government intends to take steps in the matter at an early date, and further particulars will be made known in due course.	[700, 505, 812, 603]
smoke-label: SMOKE	[8, 55, 72, 74]
winter-goods: Winter Goods	[244, 197, 340, 212]
article-head: BIG BORROWING SCHEME.	[464, 843, 580, 853]
filler-text: By Telegraph—Press Association—Copyright. The news was received with much interest and the matter is to be considered at the next meeting. A large number of persons were present and the proceedings passed off in a very satisfactory manner. It is understood that the Government intends to take steps in the matter at an early date, and further particulars will be made known in due course.	[817, 1263, 930, 1360]
pettie-line: NOW OPENING.	[147, 333, 204, 342]
nz-clothing-factory: New Zealand Clothing Factory.	[247, 464, 338, 506]
pettie-ad	[117, 257, 233, 951]
